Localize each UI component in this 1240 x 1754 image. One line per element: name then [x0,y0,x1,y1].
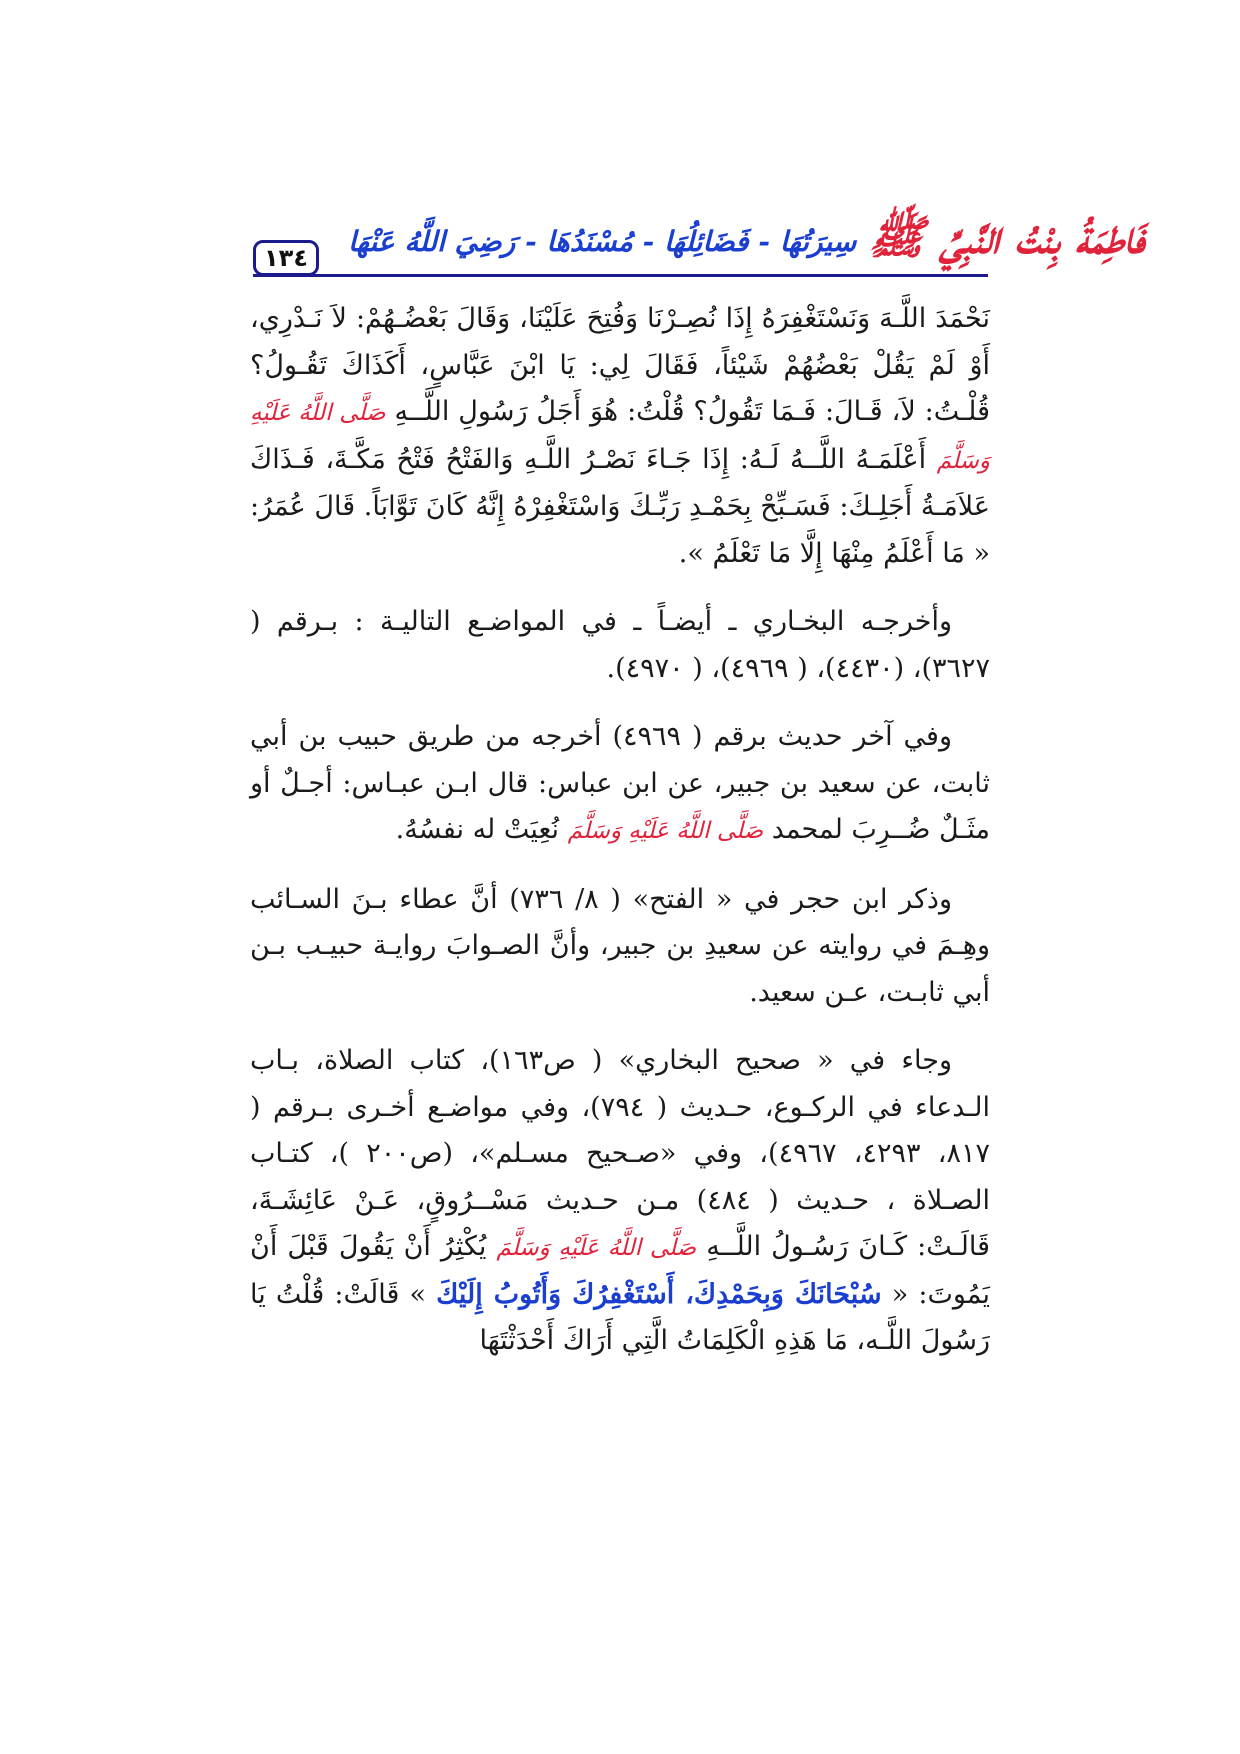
paragraph-5-text-a: وجاء في « صحيح البخاري» ( ص١٦٣)، كتاب الصلاة، بـاب الـدعاء في الركـوع، حـديث ( ٧٩٤)، وفي مواضـع أخـرى بـرقم ( ٨١٧، ٤٢٩٣، ٤٩٦٧)، وفي «صـحيح مسـلم»، (ص٢٠٠ )، كتـاب الصـلاة ، حـديث ( ٤٨٤) مـن حـديث مَسْــرُوقٍ، عَـنْ عَائِشَـةَ، قَالَـتْ: كَـانَ رَسُـولُ اللَّــهِ [250,1045,991,1262]
book-subtitle: سِيرَتُهَا - فَضَائِلُهَا - مُسْنَدُهَا - رَضِيَ اللَّهُ عَنْهَا [348,224,857,258]
running-title [348,194,1145,264]
salawat-honorific: صَلَّى اللَّهُ عَلَيْهِ وَسَلَّمَ [496,1235,697,1261]
page-header [253,188,1145,276]
page-number: ١٣٤ [253,240,319,276]
paragraph-2-text: وأخرجـه البخـاري ـ أيضـاً ـ في المواضـع التاليـة : بـرقم ( ٣٦٢٧)، (٤٤٣٠)، ( ٤٩٦٩)، ( ٤٩٧٠). [250,606,990,684]
paragraph-3-text-a: وفي آخر حديث برقم ( ٤٩٦٩) أخرجه من طريق حبيب بن أبي ثابت، عن سعيد بن جبير، عن ابن عباس: قال ابـن عبـاس: أجـلٌ أو مثَـلٌ ضُــرِبَ لمحمد [250,721,990,845]
paragraph-2 [250,599,990,692]
salawat-honorific: صَلَّى اللَّهُ عَلَيْهِ وَسَلَّمَ [567,818,764,844]
book-title: فَاطِمَةُ بِنْتُ النَّبِيِّ ﷺ [868,210,1145,264]
paragraph-3-text-b: نُعِيَتْ له نفسُهُ. [395,814,560,845]
paragraph-4 [250,877,990,1017]
paragraph-5 [250,1038,990,1365]
body-text [250,296,990,1387]
paragraph-4-text: وذكر ابن حجر في « الفتح» ( ٨/ ٧٣٦) أنَّ عطاء بـنَ السـائب وهِـمَ في روايته عن سعيدِ بن جبير، وأنَّ الصـوابَ روايـة حبيـب بـن أبي ثابـت، عـن سعيد. [250,883,990,1008]
paragraph-5-text-c: » قَالَتْ: قُلْتُ يَا رَسُولَ اللَّـه، مَا هَذِهِ الْكَلِمَاتُ الَّتِي أَرَاكَ أَحْدَثْتَهَا [250,1278,990,1356]
paragraph-5-text-b: يُكْثِرُ أَنْ يَقُولَ قَبْلَ أَنْ يَمُوتَ: « [250,1231,990,1310]
salawat-honorific: صَلَّى اللَّهُ عَلَيْهِ وَسَلَّمَ [250,400,990,474]
header-rule [253,274,988,277]
paragraph-1-text-b: أَعْلَمَـهُ اللَّــهُ لَـهُ: إِذَا جَـاءَ نَصْـرُ اللَّـهِ وَالفَتْحُ فَتْحُ مَكَّـةَ، فَـذَاكَ عَلاَمَـةُ أَجَلِـكَ: فَسَـبِّحْ بِحَمْـدِ رَبِّـكَ وَاسْتَغْفِرْهُ إِنَّهُ كَانَ تَوَّابَاً. قَالَ عُمَرُ: « مَا أَعْلَمُ مِنْهَا إِلَّا مَا تَعْلَمُ ». [250,443,990,569]
paragraph-1 [250,296,990,577]
dua-quote: سُبْحَانَكَ وَبِحَمْدِكَ، أَسْتَغْفِرُكَ وَأَتُوبُ إِلَيْكَ [436,1278,882,1310]
paragraph-3 [250,714,990,855]
paragraph-1-text-a: نَحْمَدَ اللَّـهَ وَنَسْتَغْفِرَهُ إِذَا نُصِـرْنَا وَفُتِحَ عَلَيْنَا، وَقَالَ بَعْضُـهُمْ: لاَ نَـدْرِي، أَوْ لَمْ يَقُلْ بَعْضُهُمْ شَيْئاً، فَقَالَ لِي: يَا ابْنَ عَبَّاسٍ، أَكَذَاكَ تَقُـولُ؟ قُلْـتُ: لاَ، قَـالَ: فَـمَا تَقُولُ؟ قُلْتُ: هُوَ أَجَلُ رَسُولِ اللَّــهِ [250,303,990,427]
